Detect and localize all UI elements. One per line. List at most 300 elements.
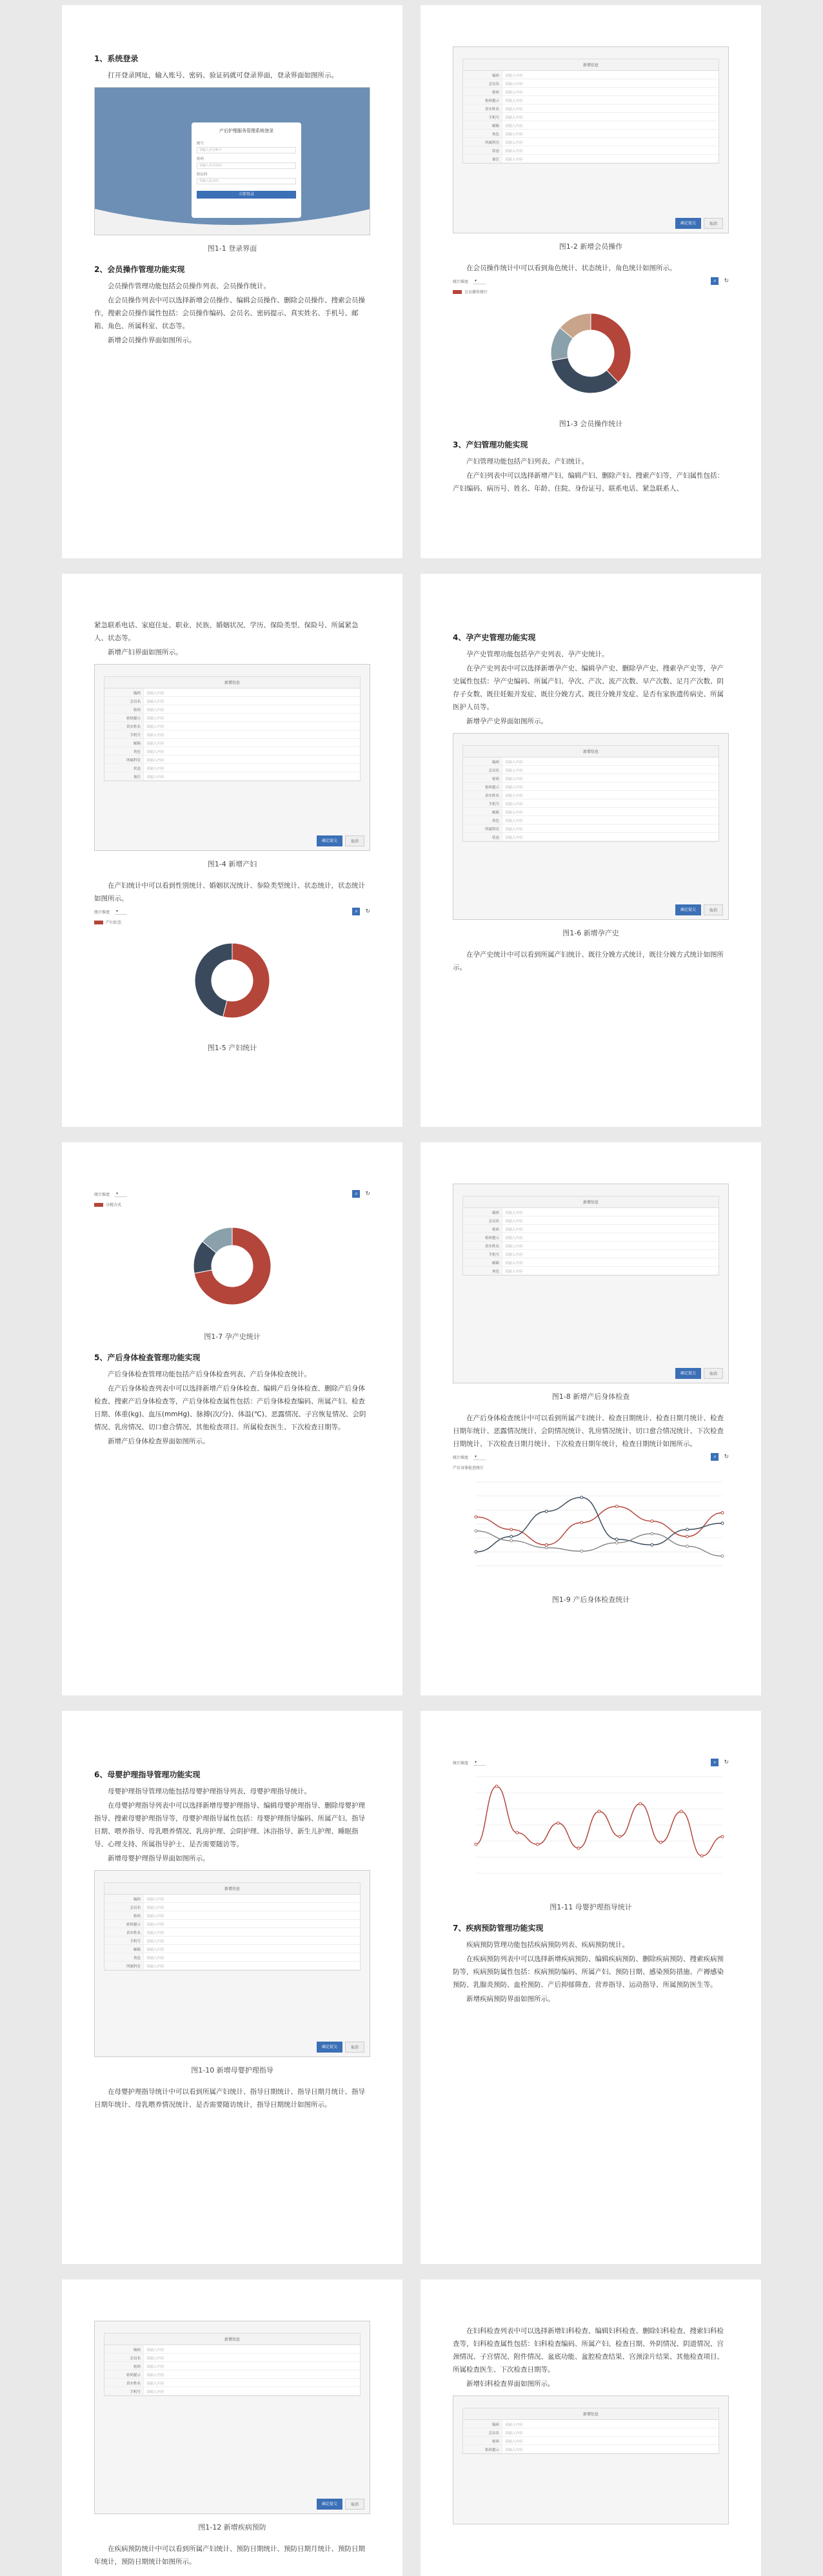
paragraph: 在疾病预防统计中可以看到所属产妇统计、预防日期统计、预防日期月统计、预防日期年统计，预防日期统计如图所示。 xyxy=(94,2545,365,2566)
form-field-input[interactable]: 请输入内容 xyxy=(143,697,360,705)
form-field-input[interactable]: 请输入内容 xyxy=(502,1225,719,1233)
figure-caption: 图1-7 孕产史统计 xyxy=(204,1332,261,1341)
form-row xyxy=(104,764,360,772)
chart-legend xyxy=(94,1202,370,1207)
form-row xyxy=(463,2420,719,2428)
form-field-input[interactable]: 请输入内容 xyxy=(502,833,719,841)
filter-select[interactable]: ▾ xyxy=(473,1454,486,1460)
form-field-label: 编码 xyxy=(463,71,502,79)
line-chart-guidance xyxy=(453,1769,729,1891)
data-point xyxy=(580,1550,583,1552)
form-row xyxy=(104,1928,360,1937)
paragraph: 新增母婴护理指导界面如图所示。 xyxy=(108,1855,210,1862)
data-point xyxy=(537,1843,539,1846)
stat-filter-bar xyxy=(453,1759,729,1766)
login-pwd-label: 密码 xyxy=(197,157,204,161)
form-row xyxy=(463,155,719,163)
data-point xyxy=(545,1544,548,1547)
data-point xyxy=(700,1855,703,1857)
form-field-input[interactable]: 请输入内容 xyxy=(502,2420,719,2428)
filter-label: 统计维度 xyxy=(94,1192,110,1197)
login-user-label: 账号 xyxy=(197,142,204,146)
search-icon[interactable]: ⌕ xyxy=(711,1759,719,1766)
filter-select[interactable]: ▾ xyxy=(115,1191,127,1197)
form-field-input[interactable]: 请输入内容 xyxy=(502,146,719,154)
login-title: 产后护理服务管理系统登录 xyxy=(219,128,273,133)
form-field-label: 手机号 xyxy=(104,2387,143,2395)
form-field-input[interactable]: 请输入内容 xyxy=(502,88,719,95)
form-field-input[interactable]: 请输入内容 xyxy=(502,799,719,807)
paragraph: 在母婴护理指导统计中可以看到所属产妇统计、指导日期统计、指导日期月统计、指导日期年统计、母乳喂养情况统计、是否需要随访统计，指导日期统计如图所示。 xyxy=(94,2088,365,2109)
paragraph: 在产后身体检查统计中可以看到所属产妇统计、检查日期统计、检查日期月统计、检查日期年统计、恶露情况统计、会阴情况统计、乳房情况统计、切口愈合情况统计、下次检查日期统计、下次检查日期月统计、下次检查日期年统计，检查日期统计如图所示。 xyxy=(453,1414,724,1448)
data-point xyxy=(580,1521,583,1524)
form-field-label: 邮箱 xyxy=(463,121,502,129)
form-field-input[interactable]: 请输入内容 xyxy=(143,1920,360,1927)
form-field-label: 邮箱 xyxy=(463,1258,502,1266)
form-row xyxy=(463,2428,719,2437)
form-field-input[interactable]: 请输入内容 xyxy=(502,130,719,137)
form-row xyxy=(104,2387,360,2395)
legend-label: 分娩方式 xyxy=(106,1203,122,1207)
figure-caption: 图1-12 新增疾病预防 xyxy=(198,2523,266,2532)
form-field-label: 所属科室 xyxy=(463,138,502,146)
submit-button[interactable]: 确定提交 xyxy=(675,218,701,229)
pie-chart-mother xyxy=(94,929,370,1032)
form-screenshot xyxy=(94,664,370,851)
form-field-label: 所属科室 xyxy=(104,1962,143,1969)
line-chart-exam xyxy=(453,1474,729,1584)
form-field-label: 密码 xyxy=(463,88,502,95)
form-field-label: 密码提示 xyxy=(463,96,502,104)
doc-page-8 xyxy=(421,1711,761,2264)
filter-label: 统计维度 xyxy=(453,1455,469,1460)
cancel-button[interactable]: 取消 xyxy=(704,904,723,915)
search-icon[interactable]: ⌕ xyxy=(352,1190,360,1198)
data-point xyxy=(686,1545,688,1548)
form-row xyxy=(104,1937,360,1945)
form-field-label: 密码提示 xyxy=(104,2370,143,2378)
form-row xyxy=(104,697,360,705)
form-buttons xyxy=(675,218,723,229)
figure-caption: 图1-2 新增会员操作 xyxy=(559,242,623,251)
login-screenshot xyxy=(94,87,370,235)
legend-label: 会员操作统计 xyxy=(464,290,488,295)
search-icon[interactable]: ⌕ xyxy=(352,908,360,915)
form-field-input[interactable]: 请输入内容 xyxy=(143,1945,360,1953)
form-field-input[interactable]: 请输入内容 xyxy=(502,113,719,121)
paragraph: 打开登录网址，输入账号、密码、验证码就可登录界面，登录界面如图所示。 xyxy=(108,72,338,79)
figure-caption: 图1-1 登录界面 xyxy=(207,244,257,253)
figure-caption: 图1-8 新增产后身体检查 xyxy=(551,1392,630,1401)
form-field-input[interactable]: 请输入内容 xyxy=(502,1258,719,1266)
new-exam-form xyxy=(462,1196,719,1276)
form-row xyxy=(104,2354,360,2362)
data-point xyxy=(510,1528,513,1531)
data-point xyxy=(651,1532,653,1535)
form-row xyxy=(463,71,719,79)
series-line xyxy=(476,1507,722,1545)
chart-legend xyxy=(453,1465,729,1470)
form-field-input[interactable]: 请输入内容 xyxy=(502,808,719,815)
form-field-label: 会员名 xyxy=(104,697,143,705)
form-field-input[interactable]: 请输入内容 xyxy=(143,705,360,713)
form-field-input[interactable]: 请输入内容 xyxy=(502,79,719,87)
form-field-input[interactable]: 请输入内容 xyxy=(143,756,360,763)
data-point xyxy=(721,1555,724,1557)
form-field-input[interactable]: 请输入内容 xyxy=(143,2354,360,2361)
doc-page-3 xyxy=(62,574,402,1127)
form-row xyxy=(104,756,360,764)
new-pregnancy-form xyxy=(462,745,719,842)
data-point xyxy=(510,1536,513,1538)
form-buttons xyxy=(317,2042,364,2053)
section-heading: 5、产后身体检查管理功能实现 xyxy=(94,1353,201,1362)
data-point xyxy=(651,1544,653,1547)
form-row xyxy=(104,1903,360,1911)
data-point xyxy=(686,1536,688,1538)
form-row xyxy=(463,1258,719,1267)
form-row xyxy=(463,2437,719,2445)
form-row xyxy=(463,766,719,774)
form-field-input[interactable]: 请输入内容 xyxy=(143,1928,360,1936)
doc-page-5 xyxy=(62,1142,402,1695)
form-field-input[interactable]: 请输入内容 xyxy=(143,1903,360,1911)
section-heading: 2、会员操作管理功能实现 xyxy=(94,265,185,274)
form-row xyxy=(104,772,360,781)
form-field-input[interactable]: 请输入内容 xyxy=(143,730,360,738)
form-title: 新增信息 xyxy=(463,59,719,71)
form-field-label: 会员名 xyxy=(463,2428,502,2436)
form-row xyxy=(104,1911,360,1920)
form-field-label: 手机号 xyxy=(463,799,502,807)
cancel-button[interactable]: 取消 xyxy=(345,2042,364,2053)
form-field-label: 密码 xyxy=(463,2437,502,2444)
form-field-input[interactable]: 请输入内容 xyxy=(143,2362,360,2370)
form-buttons xyxy=(675,1368,723,1379)
stat-filter-bar xyxy=(453,277,729,285)
form-field-label: 密码 xyxy=(104,1911,143,1919)
form-field-label: 所属科室 xyxy=(104,756,143,763)
form-field-input[interactable]: 请输入内容 xyxy=(502,825,719,832)
paragraph: 新增疾病预防界面如图所示。 xyxy=(466,1995,555,2003)
figure-caption: 图1-11 母婴护理指导统计 xyxy=(550,1903,632,1911)
form-field-input[interactable]: 请输入内容 xyxy=(502,104,719,112)
form-field-label: 编码 xyxy=(463,1208,502,1216)
form-row xyxy=(463,825,719,833)
paragraph: 会员操作管理功能包括会员操作列表、会员操作统计。 xyxy=(108,282,270,290)
stat-filter-bar xyxy=(94,908,370,915)
form-field-input[interactable]: 请输入内容 xyxy=(143,1937,360,1944)
form-field-input[interactable]: 请输入内容 xyxy=(143,2379,360,2386)
submit-button[interactable]: 确定提交 xyxy=(317,2499,342,2510)
form-field-label: 密码 xyxy=(104,2362,143,2370)
form-field-label: 密码提示 xyxy=(463,1233,502,1241)
form-field-input[interactable]: 请输入内容 xyxy=(502,1250,719,1258)
form-field-label: 会员名 xyxy=(104,2354,143,2361)
new-mother-form xyxy=(104,676,361,781)
data-point xyxy=(651,1520,653,1523)
form-field-input[interactable]: 请输入内容 xyxy=(502,791,719,799)
cancel-button[interactable]: 取消 xyxy=(345,835,364,846)
filter-label: 统计维度 xyxy=(453,1761,469,1766)
section-heading: 3、产妇管理功能实现 xyxy=(453,440,528,449)
paragraph: 产妇管理功能包括产妇列表、产妇统计。 xyxy=(466,458,588,465)
form-field-input[interactable]: 请输入内容 xyxy=(143,2387,360,2395)
section-heading: 7、疾病预防管理功能实现 xyxy=(453,1924,544,1933)
data-point xyxy=(475,1530,477,1532)
figure-caption: 图1-10 新增母婴护理指导 xyxy=(191,2066,273,2074)
form-field-label: 角色 xyxy=(463,130,502,137)
paragraph: 疾病预防管理功能包括疾病预防列表、疾病预防统计。 xyxy=(466,1941,629,1949)
form-field-input[interactable]: 请输入内容 xyxy=(502,1216,719,1224)
form-field-label: 状态 xyxy=(104,764,143,772)
figure-caption: 图1-9 产后身体检查统计 xyxy=(551,1595,630,1604)
data-point xyxy=(660,1841,662,1844)
paragraph: 母婴护理指导管理功能包括母婴护理指导列表、母婴护理指导统计。 xyxy=(108,1788,311,1795)
form-field-label: 邮箱 xyxy=(104,739,143,746)
form-row xyxy=(463,783,719,791)
paragraph: 紧急联系电话、家庭住址、职业、民族、婚姻状况、学历、保险类型、保险号、所属紧急人、状态等。 xyxy=(94,621,359,642)
paragraph: 新增孕产史界面如图所示。 xyxy=(466,717,548,725)
series-line xyxy=(476,1531,722,1556)
form-field-input[interactable]: 请输入内容 xyxy=(143,1962,360,1969)
refresh-icon[interactable]: ↻ xyxy=(724,1759,729,1766)
paragraph: 在孕产史统计中可以看到所属产妇统计、既往分娩方式统计，既往分娩方式统计如图所示。 xyxy=(453,951,724,971)
form-row xyxy=(463,1267,719,1275)
form-field-label: 真实姓名 xyxy=(463,791,502,799)
form-title: 新增信息 xyxy=(463,1196,719,1208)
form-row xyxy=(463,138,719,146)
pie-chart-member xyxy=(453,298,729,408)
login-pwd-input[interactable]: 请输入登录密码 xyxy=(197,162,296,169)
form-field-label: 密码提示 xyxy=(104,1920,143,1927)
doc-page-1 xyxy=(62,5,402,558)
submit-button[interactable]: 确定提交 xyxy=(317,2042,342,2053)
legend-swatch xyxy=(453,290,462,294)
form-field-input[interactable]: 请输入内容 xyxy=(502,96,719,104)
form-field-input[interactable]: 请输入内容 xyxy=(502,774,719,782)
search-icon[interactable]: ⌕ xyxy=(711,1453,719,1461)
pie-slice xyxy=(551,358,618,393)
form-field-input[interactable]: 请输入内容 xyxy=(143,2370,360,2378)
form-field-input[interactable]: 请输入内容 xyxy=(502,121,719,129)
pie-slice xyxy=(591,313,631,382)
form-field-label: 所属科室 xyxy=(463,825,502,832)
form-row xyxy=(463,1250,719,1258)
form-field-label: 会员名 xyxy=(463,79,502,87)
form-row xyxy=(104,2362,360,2370)
submit-button[interactable]: 确定提交 xyxy=(317,835,342,846)
form-field-input[interactable]: 请输入内容 xyxy=(502,2445,719,2453)
form-field-label: 会员名 xyxy=(104,1903,143,1911)
form-buttons xyxy=(675,904,723,915)
form-field-input[interactable]: 请输入内容 xyxy=(502,138,719,146)
form-field-input[interactable]: 请输入内容 xyxy=(502,71,719,79)
form-field-input[interactable]: 请输入内容 xyxy=(143,1911,360,1919)
form-field-label: 编码 xyxy=(104,1895,143,1902)
form-field-label: 真实姓名 xyxy=(104,722,143,730)
refresh-icon[interactable]: ↻ xyxy=(724,278,729,284)
refresh-icon[interactable]: ↻ xyxy=(724,1454,729,1460)
form-field-label: 密码 xyxy=(463,774,502,782)
data-point xyxy=(475,1550,477,1553)
form-field-input[interactable]: 请输入内容 xyxy=(502,1233,719,1241)
login-user-input[interactable]: 请输入登录账号 xyxy=(197,147,296,153)
section-heading: 6、母婴护理指导管理功能实现 xyxy=(94,1770,201,1779)
data-point xyxy=(557,1822,559,1824)
refresh-icon[interactable]: ↻ xyxy=(365,1191,370,1197)
pie-chart-history xyxy=(94,1211,370,1321)
cancel-button[interactable]: 取消 xyxy=(704,218,723,229)
submit-button[interactable]: 确定提交 xyxy=(675,904,701,915)
form-field-input[interactable]: 请输入内容 xyxy=(502,2437,719,2444)
form-field-input[interactable]: 请输入内容 xyxy=(502,1267,719,1274)
data-point xyxy=(615,1541,618,1544)
form-row xyxy=(104,2379,360,2387)
filter-select[interactable]: ▾ xyxy=(115,908,127,915)
data-point xyxy=(475,1843,477,1846)
form-buttons xyxy=(317,2499,364,2510)
cancel-button[interactable]: 取消 xyxy=(345,2499,364,2510)
form-row xyxy=(104,1945,360,1953)
form-row xyxy=(463,2445,719,2454)
form-field-label: 编码 xyxy=(463,2420,502,2428)
doc-page-7 xyxy=(62,1711,402,2264)
figure-caption: 图1-6 新增孕产史 xyxy=(562,929,619,937)
stat-filter-bar xyxy=(453,1453,729,1461)
form-row xyxy=(463,1216,719,1225)
login-code-input[interactable]: 请输入验证码 xyxy=(197,178,296,184)
form-field-input[interactable]: 请输入内容 xyxy=(143,739,360,746)
form-title: 新增信息 xyxy=(104,677,360,688)
form-title: 新增信息 xyxy=(104,2334,360,2345)
form-screenshot xyxy=(453,733,729,920)
paragraph: 在母婴护理指导列表中可以选择新增母婴护理指导、编辑母婴护理指导、删除母婴护理指导、搜索母婴护理指导等，母婴护理指导属性包括：母婴护理指导编码、所属产妇、指导日期、喂养指导、母乳喂养情况、乳房护理、会阴护理、沐浴指导、新生儿护理、睡眠指导、心理支持、所属指导护士、是否需要随访等。 xyxy=(94,1802,365,1848)
form-row xyxy=(463,791,719,799)
form-field-input[interactable]: 请输入内容 xyxy=(502,757,719,765)
form-field-input[interactable]: 请输入内容 xyxy=(502,2428,719,2436)
data-point xyxy=(721,1512,724,1514)
doc-page-6 xyxy=(421,1142,761,1695)
paragraph: 在妇科检查列表中可以选择新增妇科检查、编辑妇科检查、删除妇科检查、搜索妇科检查等，妇科检查属性包括：妇科检查编码、所属产妇、检查日期、外阴情况、阴道情况、宫颈情况、子宫情况、附件情况、盆底功能、盆腔检查结果、宫颈涂片结果、其他检查项目、所属检查医生、下次检查日期等。 xyxy=(453,2327,724,2374)
form-field-input[interactable]: 请输入内容 xyxy=(143,1953,360,1961)
form-row xyxy=(463,79,719,88)
paragraph: 新增会员操作界面如图所示。 xyxy=(108,337,196,344)
data-point xyxy=(615,1538,618,1541)
figure-caption: 图1-5 产妇统计 xyxy=(207,1044,257,1052)
form-field-input[interactable]: 请输入内容 xyxy=(502,766,719,774)
form-field-label: 角色 xyxy=(104,747,143,755)
form-screenshot xyxy=(453,1184,729,1383)
paragraph: 在会员操作列表中可以选择新增会员操作、编辑会员操作、删除会员操作、搜索会员操作，搜索会员操作属性包括：会员操作编码、会员名、密码提示、真实姓名、手机号、邮箱、角色、所属科室、状态等。 xyxy=(94,297,365,330)
data-point xyxy=(619,1835,621,1838)
form-field-input[interactable]: 请输入内容 xyxy=(143,714,360,721)
paragraph: 在产妇统计中可以看到性别统计、婚姻状况统计、参险类型统计、状态统计，状态统计如图所示。 xyxy=(94,882,365,903)
form-row xyxy=(463,799,719,808)
form-screenshot xyxy=(94,1870,370,2057)
paragraph: 产后身体检查管理功能包括产后身体检查列表、产后身体检查统计。 xyxy=(108,1371,311,1378)
submit-button[interactable]: 确定提交 xyxy=(675,1368,701,1379)
form-field-input[interactable]: 请输入内容 xyxy=(502,1242,719,1249)
paragraph: 新增产妇界面如图所示。 xyxy=(108,649,183,656)
filter-select[interactable]: ▾ xyxy=(473,1759,486,1766)
form-row xyxy=(463,757,719,766)
filter-label: 统计维度 xyxy=(453,279,469,284)
form-row xyxy=(463,96,719,104)
form-field-label: 手机号 xyxy=(104,1937,143,1944)
paragraph: 在孕产史列表中可以选择新增孕产史、编辑孕产史、删除孕产史、搜索孕产史等，孕产史属性包括：孕产史编码、所属产妇、孕次、产次、流产次数、早产次数、足月产次数、阴存子女数、既往妊娠并发症、既往分娩方式、既往分娩并发症、是否有家族遗传病史、所属医护人员等。 xyxy=(453,665,724,711)
form-row xyxy=(463,1225,719,1233)
form-row xyxy=(463,774,719,783)
form-field-input[interactable]: 请输入内容 xyxy=(143,688,360,696)
form-row xyxy=(463,130,719,138)
form-field-input[interactable]: 请输入内容 xyxy=(502,1208,719,1216)
data-point xyxy=(577,1847,580,1849)
form-field-input[interactable]: 请输入内容 xyxy=(502,816,719,824)
filter-label: 统计维度 xyxy=(94,910,110,915)
new-prevention-form xyxy=(104,2333,361,2396)
figure-caption: 图1-4 新增产妇 xyxy=(207,860,257,868)
form-field-input[interactable]: 请输入内容 xyxy=(143,747,360,755)
search-icon[interactable]: ⌕ xyxy=(711,277,719,285)
form-buttons xyxy=(317,835,364,846)
new-gyn-form xyxy=(462,2408,719,2454)
doc-page-4 xyxy=(421,574,761,1127)
form-title: 新增信息 xyxy=(104,1883,360,1895)
form-row xyxy=(463,146,719,155)
doc-page-9 xyxy=(62,2279,402,2576)
data-point xyxy=(615,1505,618,1508)
form-screenshot xyxy=(453,2395,729,2524)
form-row xyxy=(104,688,360,697)
form-field-input[interactable]: 请输入内容 xyxy=(502,155,719,162)
form-row xyxy=(463,88,719,96)
doc-page-2 xyxy=(421,5,761,558)
form-field-input[interactable]: 请输入内容 xyxy=(143,772,360,780)
login-button[interactable]: 立即登录 xyxy=(197,191,296,199)
form-field-label: 编码 xyxy=(104,2345,143,2353)
form-row xyxy=(104,747,360,756)
form-row xyxy=(463,121,719,130)
form-field-label: 手机号 xyxy=(463,113,502,121)
data-point xyxy=(686,1528,688,1531)
form-row xyxy=(463,808,719,816)
form-row xyxy=(104,714,360,722)
form-field-label: 密码提示 xyxy=(463,2445,502,2453)
form-row xyxy=(463,816,719,825)
form-row xyxy=(104,1953,360,1962)
filter-select[interactable]: ▾ xyxy=(473,278,486,284)
form-field-input[interactable]: 请输入内容 xyxy=(143,722,360,730)
legend-label: 产后身体检查统计 xyxy=(453,1466,484,1470)
cancel-button[interactable]: 取消 xyxy=(704,1368,723,1379)
form-field-label: 角色 xyxy=(104,1953,143,1961)
form-field-label: 状态 xyxy=(463,833,502,841)
form-field-label: 角色 xyxy=(463,816,502,824)
data-point xyxy=(495,1785,498,1788)
data-point xyxy=(545,1510,548,1513)
form-field-input[interactable]: 请输入内容 xyxy=(143,2345,360,2353)
data-point xyxy=(721,1835,724,1838)
form-row xyxy=(463,104,719,113)
form-field-input[interactable]: 请输入内容 xyxy=(502,783,719,790)
form-row xyxy=(104,730,360,739)
form-row xyxy=(104,1920,360,1928)
form-row xyxy=(104,1895,360,1903)
form-field-input[interactable]: 请输入内容 xyxy=(143,764,360,772)
refresh-icon[interactable]: ↻ xyxy=(365,908,370,915)
form-field-input[interactable]: 请输入内容 xyxy=(143,1895,360,1902)
